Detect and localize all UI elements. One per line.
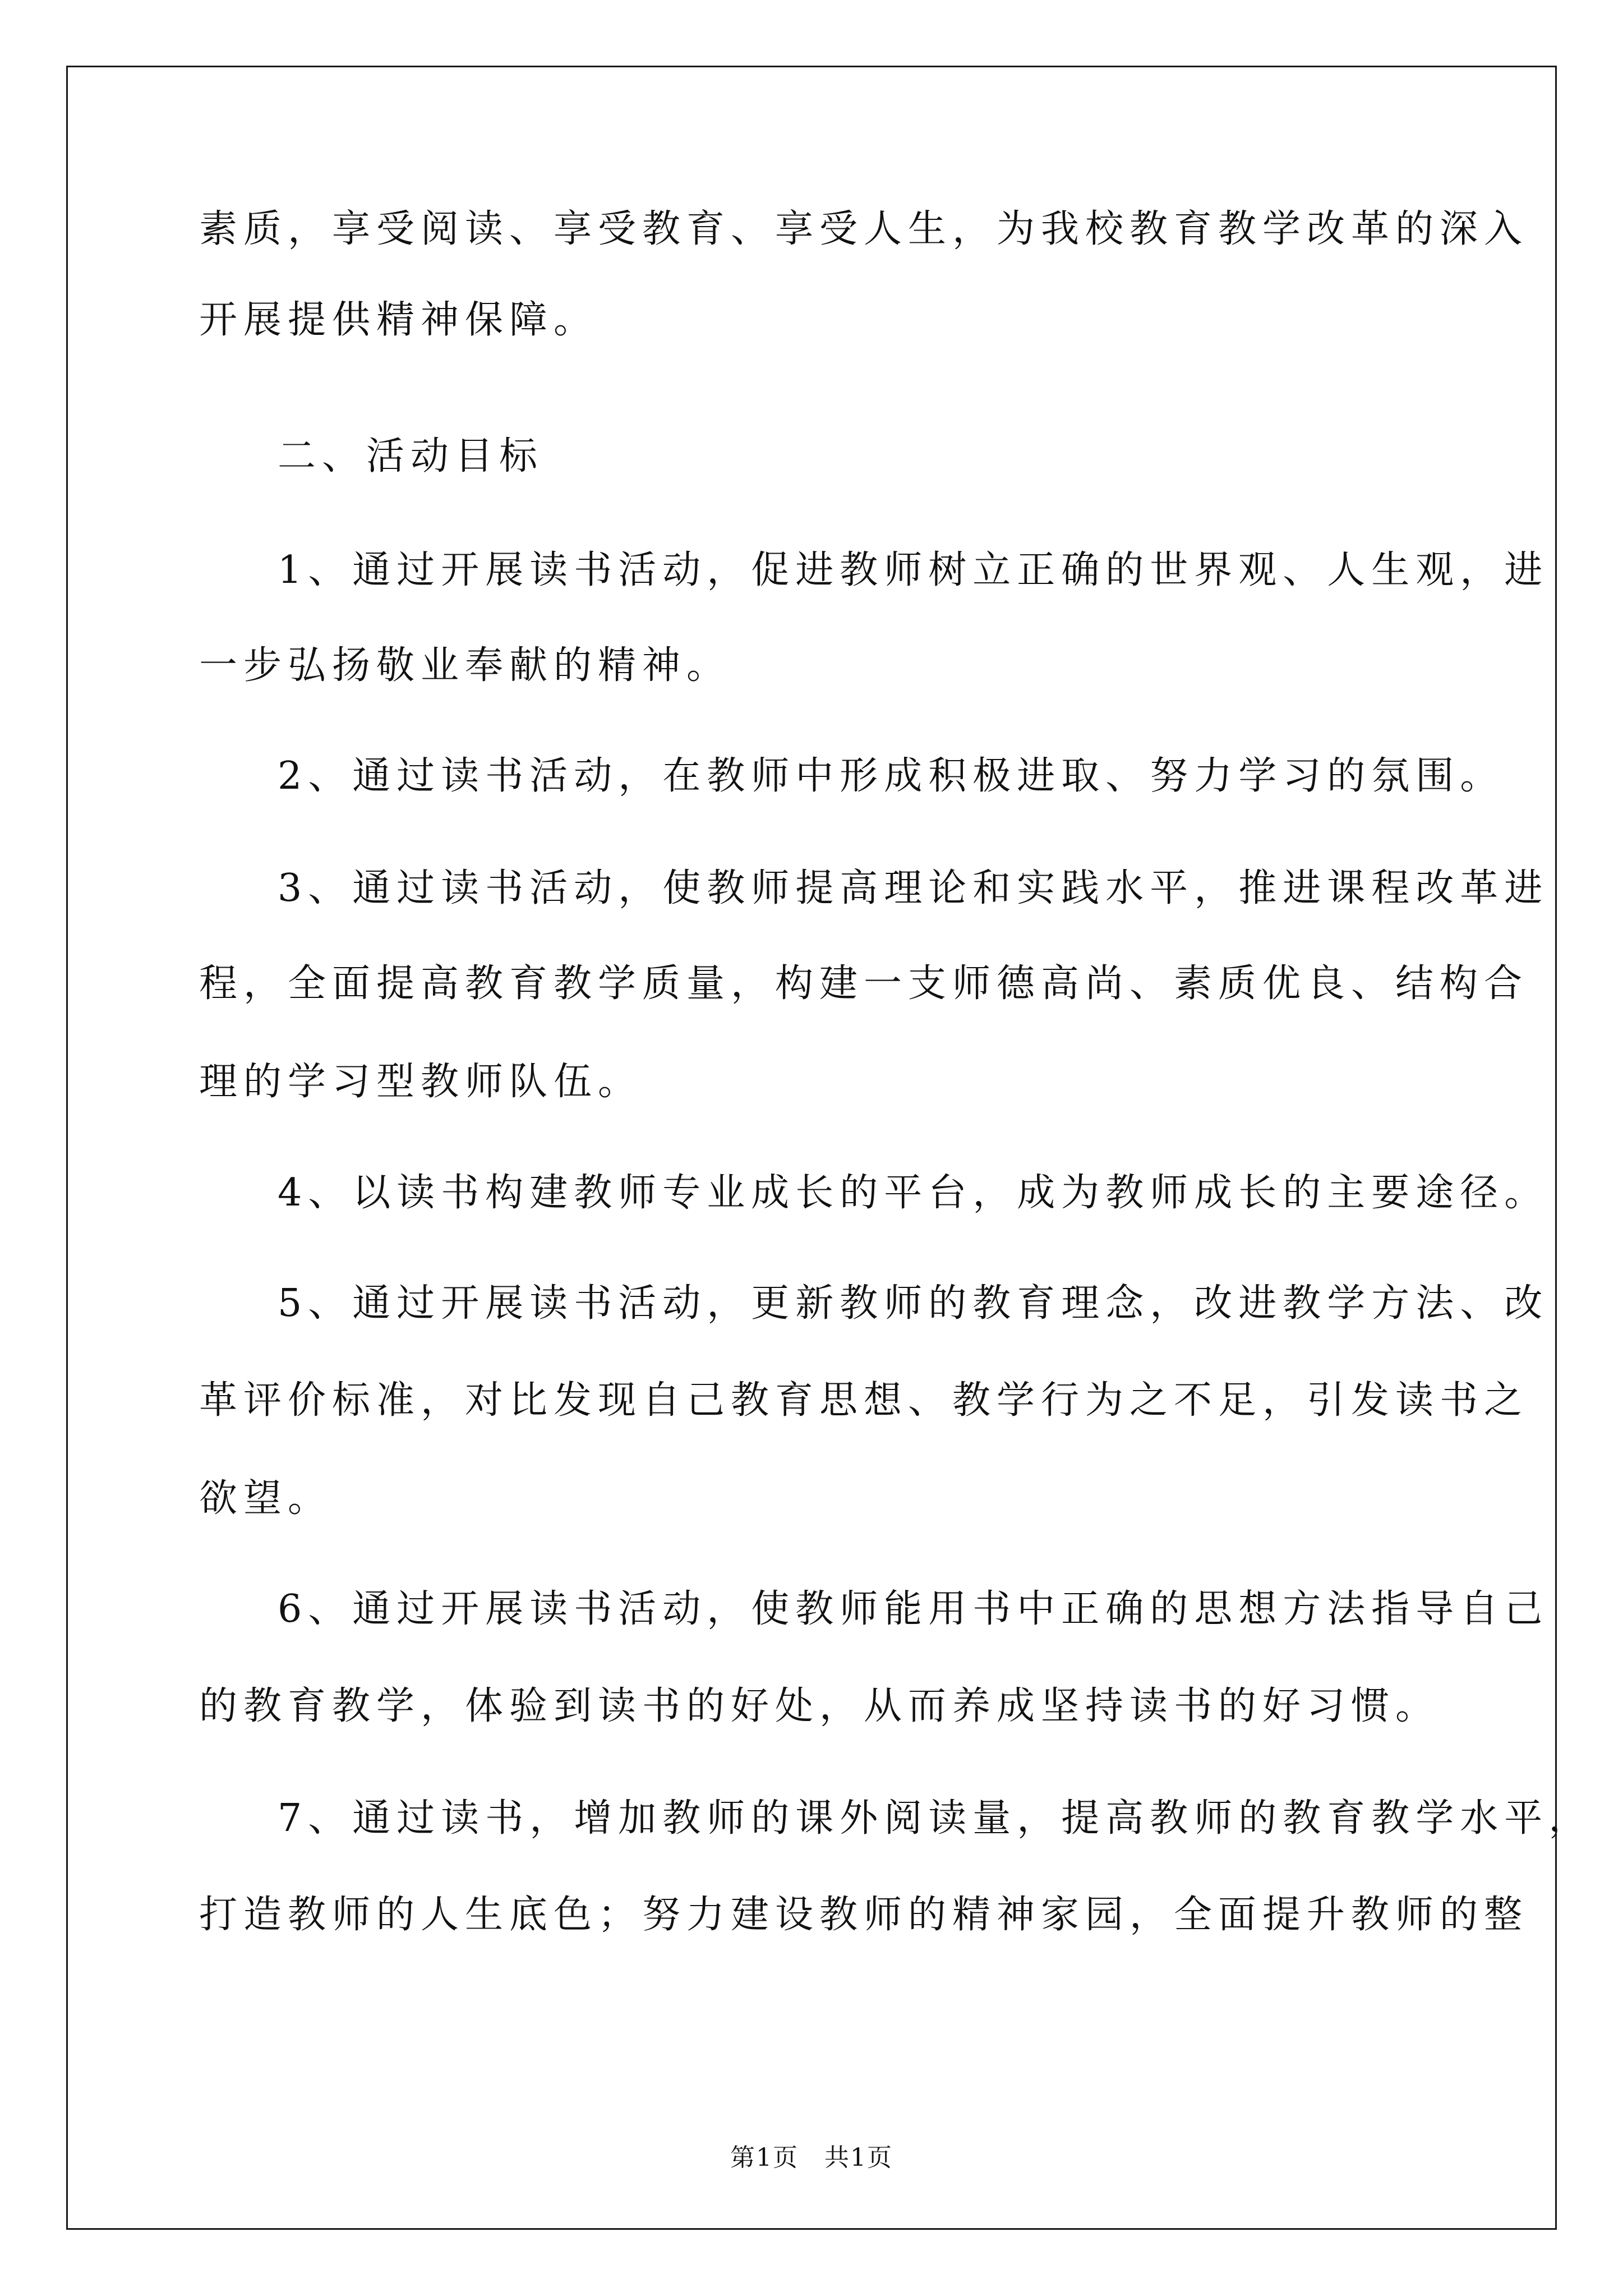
- section-heading: 二、活动目标: [278, 434, 544, 478]
- text-line: 5、通过开展读书活动，更新教师的教育理念，改进教学方法、改: [278, 1281, 1549, 1326]
- text-line: 程，全面提高教育教学质量，构建一支师德高尚、素质优良、结构合: [199, 961, 1529, 1006]
- text-line: 理的学习型教师队伍。: [199, 1060, 643, 1104]
- text-line: 6、通过开展读书活动，使教师能用书中正确的思想方法指导自己: [278, 1587, 1549, 1631]
- text-line: 的教育教学，体验到读书的好处，从而养成坚持读书的好习惯。: [199, 1684, 1440, 1728]
- text-line: 开展提供精神保障。: [199, 298, 598, 342]
- page-number-footer: 第1页 共1页: [730, 2143, 893, 2172]
- text-line: 革评价标准，对比发现自己教育思想、教学行为之不足，引发读书之: [199, 1378, 1529, 1423]
- text-line: 1、通过开展读书活动，促进教师树立正确的世界观、人生观，进: [278, 548, 1549, 592]
- text-line: 打造教师的人生底色；努力建设教师的精神家园，全面提升教师的整: [199, 1893, 1529, 1937]
- text-line: 2、通过读书活动，在教师中形成积极进取、努力学习的氛围。: [278, 754, 1505, 798]
- text-line: 7、通过读书，增加教师的课外阅读量，提高教师的教育教学水平，: [278, 1796, 1593, 1841]
- text-line: 欲望。: [199, 1476, 333, 1521]
- text-line: 素质，享受阅读、享受教育、享受人生，为我校教育教学改革的深入: [199, 207, 1529, 251]
- text-line: 3、通过读书活动，使教师提高理论和实践水平，推进课程改革进: [278, 866, 1549, 910]
- text-line: 4、以读书构建教师专业成长的平台，成为教师成长的主要途径。: [278, 1171, 1549, 1215]
- text-line: 一步弘扬敬业奉献的精神。: [199, 643, 731, 688]
